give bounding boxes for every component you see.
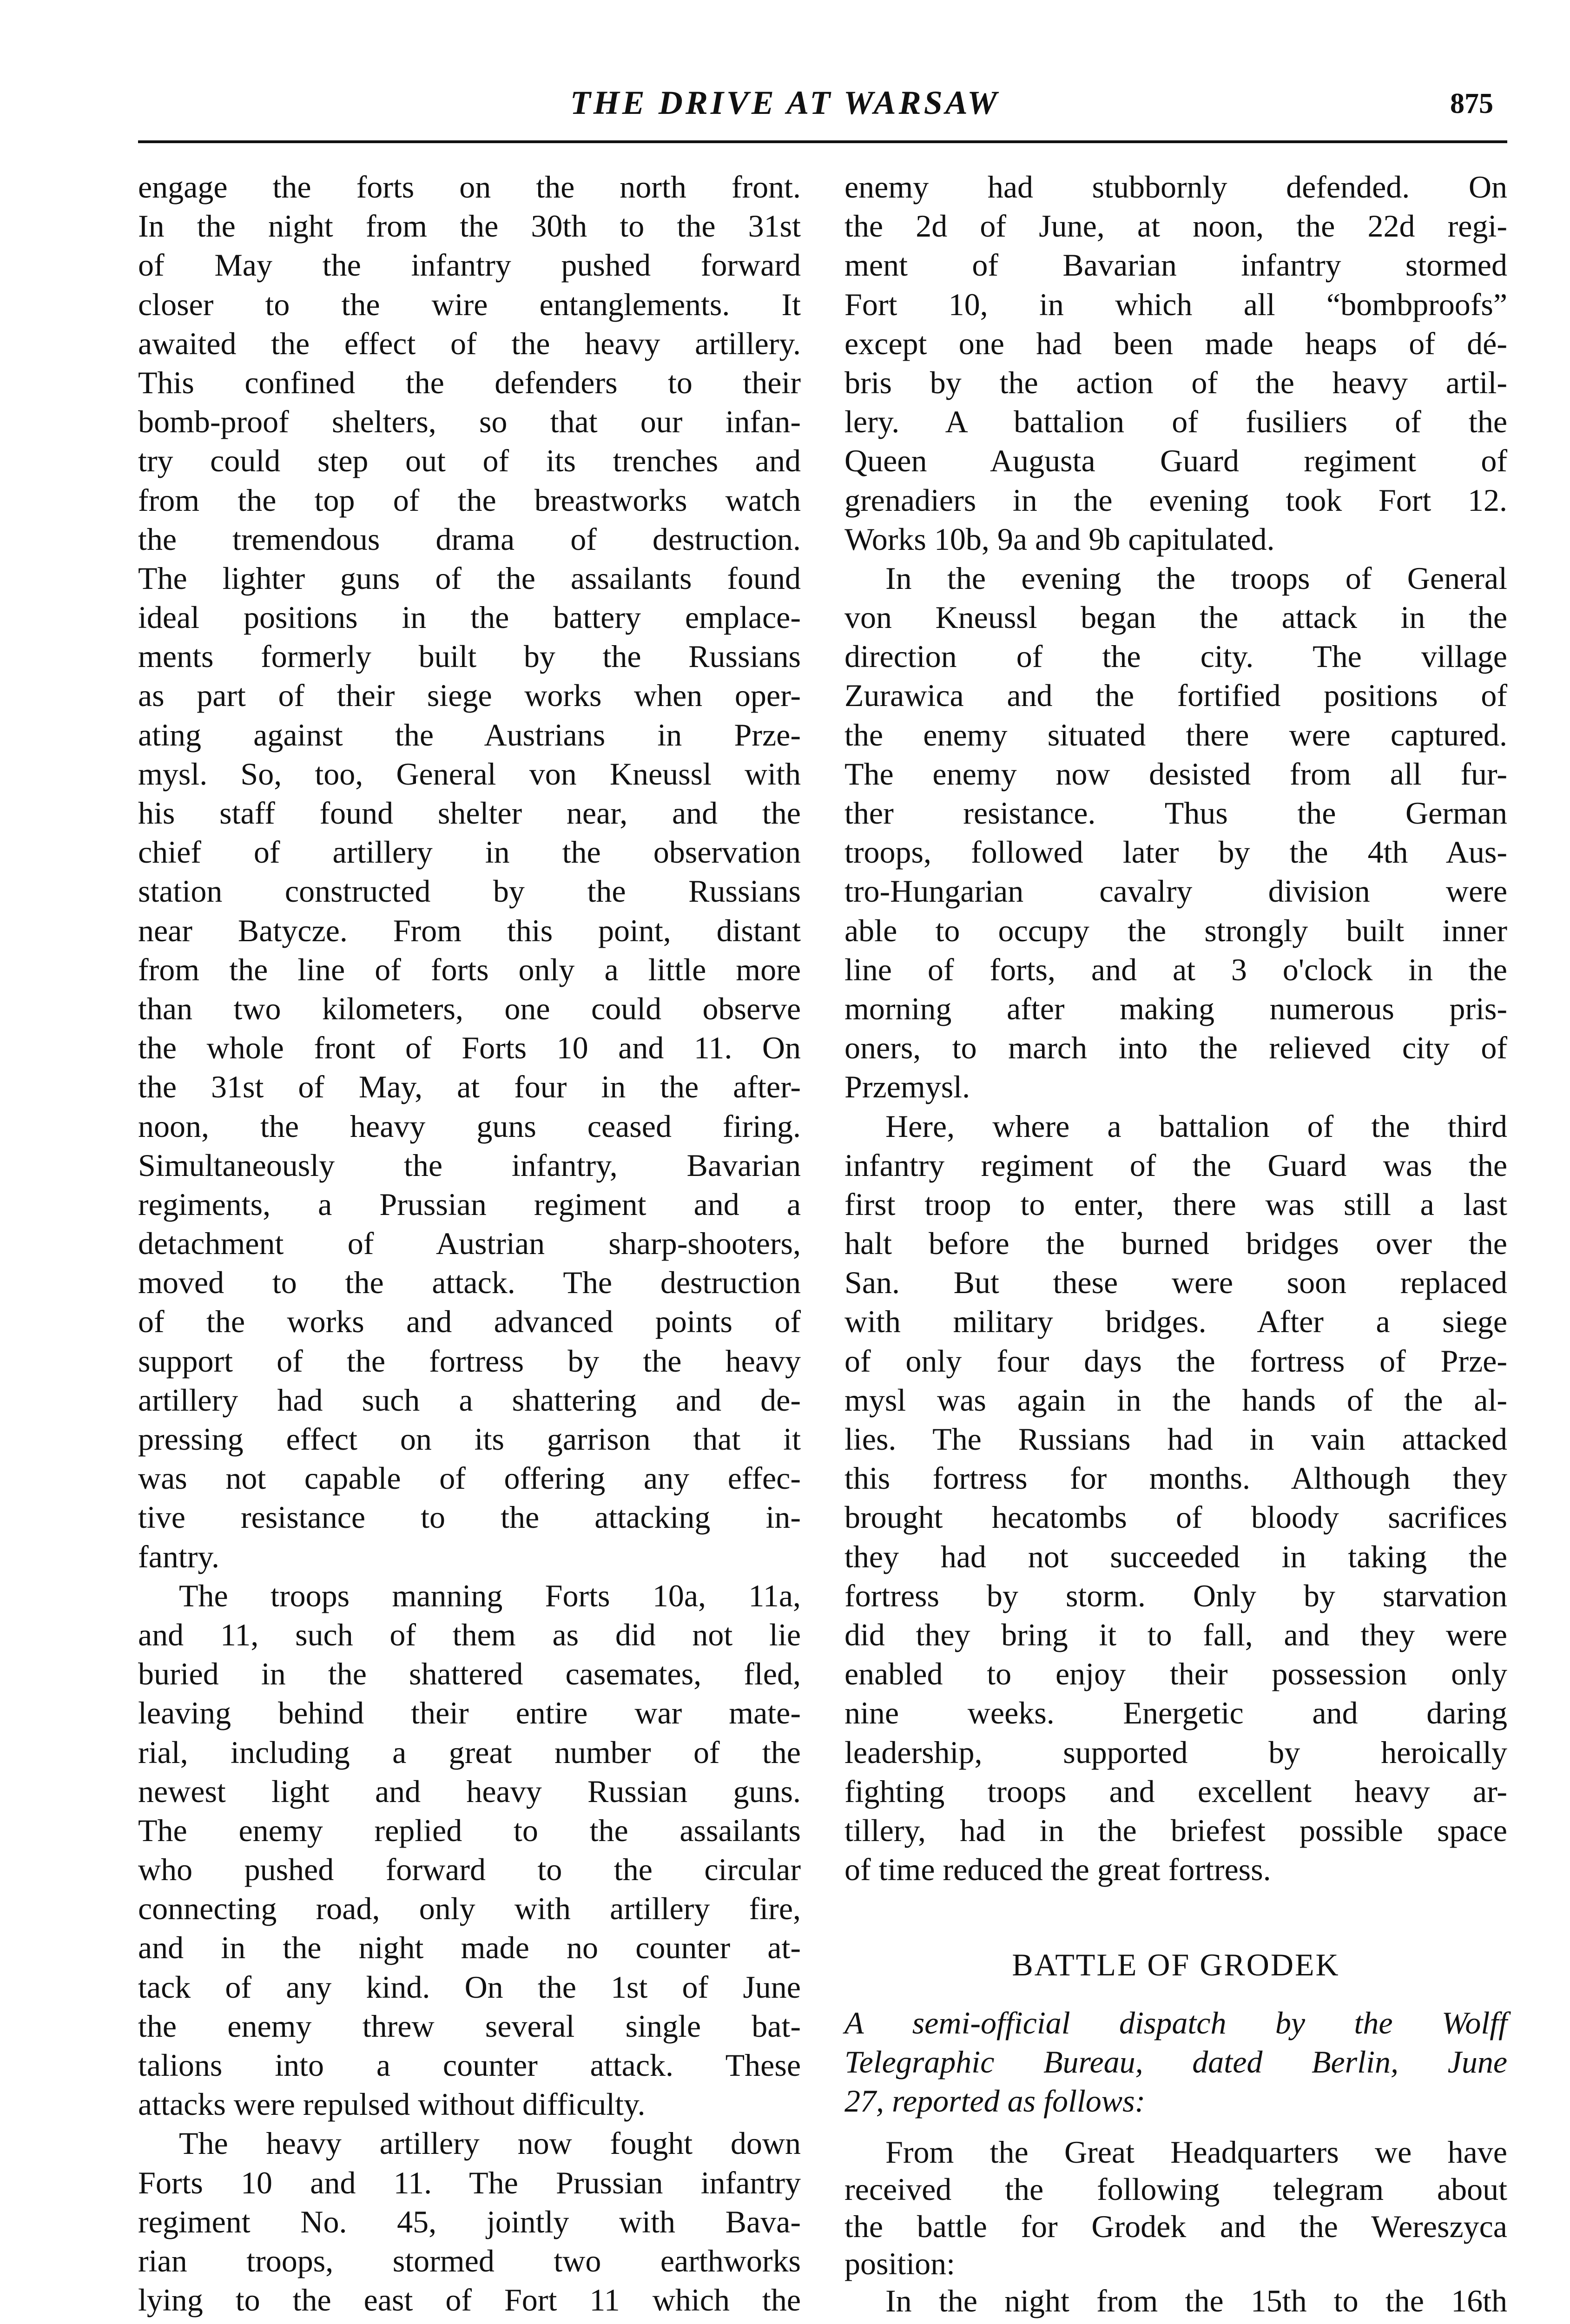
text-line: newest light and heavy Russian guns. [138, 1773, 801, 1809]
text-line: ments formerly built by the Russians [138, 639, 801, 674]
text-line: awaited the effect of the heavy artillery. [138, 325, 801, 361]
text-line: with military bridges. After a siege [844, 1304, 1507, 1340]
text-line: enabled to enjoy their possession only [844, 1656, 1507, 1692]
text-line: the enemy threw several single bat- [138, 2008, 801, 2044]
text-line: In the evening the troops of General [885, 560, 1507, 596]
text-line: mysl was again in the hands of the al- [844, 1382, 1507, 1418]
text-line: Works 10b, 9a and 9b capitulated. [844, 521, 1275, 557]
text-line: bomb-proof shelters, so that our infan- [138, 404, 801, 440]
text-line: ther resistance. Thus the German [844, 795, 1507, 831]
paragraph [844, 2282, 1507, 2319]
text-line: In the night from the 15th to the 16th [885, 2283, 1507, 2318]
text-line: ideal positions in the battery emplace- [138, 600, 801, 635]
text-line: lies. The Russians had in vain attacked [844, 1421, 1507, 1457]
text-line: tive resistance to the attacking in- [138, 1499, 801, 1535]
text-line: did they bring it to fall, and they were [844, 1617, 1507, 1652]
text-line: morning after making numerous pris- [844, 990, 1507, 1026]
text-line: rian troops, stormed two earthworks [138, 2243, 801, 2278]
text-line: von Kneussl began the attack in the [844, 600, 1507, 635]
paragraph [844, 167, 1507, 559]
text-line: Fort 10, in which all “bombproofs” [844, 286, 1507, 322]
text-line: this fortress for months. Although they [844, 1460, 1507, 1496]
text-line: brought hecatombs of bloody sacrifices [844, 1499, 1507, 1535]
text-line: ating against the Austrians in Prze- [138, 717, 801, 753]
text-line: the 2d of June, at noon, the 22d regi- [844, 208, 1507, 244]
paragraph [138, 167, 801, 1576]
text-line: San. But these were soon replaced [844, 1265, 1507, 1301]
paragraph [844, 559, 1507, 1107]
text-line: Przemysl. [844, 1069, 970, 1105]
paragraph [844, 2133, 1507, 2282]
text-line: line of forts, and at 3 o'clock in the [844, 951, 1507, 987]
text-line: fighting troops and excellent heavy ar- [844, 1773, 1507, 1809]
text-line: regiments, a Prussian regiment and a [138, 1186, 801, 1222]
text-line: The heavy artillery now fought down [179, 2126, 801, 2161]
paragraph [138, 1576, 801, 2124]
text-line: 27, reported as follows: [844, 2083, 1146, 2119]
text-line: oners, to march into the relieved city of [844, 1030, 1507, 1066]
text-line: station constructed by the Russians [138, 873, 801, 909]
text-line: nine weeks. Energetic and daring [844, 1695, 1507, 1731]
text-line: detachment of Austrian sharp-shooters, [138, 1226, 801, 1261]
text-line: of only four days the fortress of Prze- [844, 1343, 1507, 1379]
text-line: grenadiers in the evening took Fort 12. [844, 482, 1507, 518]
text-line: than two kilometers, one could observe [138, 990, 801, 1026]
text-line: In the night from the 30th to the 31st [138, 208, 801, 244]
paragraph [138, 2124, 801, 2319]
running-header-title: THE DRIVE AT WARSAW [570, 84, 1000, 121]
text-line: moved to the attack. The destruction [138, 1265, 801, 1301]
text-line: engage the forts on the north front. [138, 169, 801, 205]
text-line: who pushed forward to the circular [138, 1852, 801, 1888]
page-number: 875 [1450, 88, 1493, 119]
text-line: was not capable of offering any effec- [138, 1460, 801, 1496]
text-line: rial, including a great number of the [138, 1734, 801, 1770]
dispatch-text [844, 2133, 1507, 2319]
text-line: leaving behind their entire war mate- [138, 1695, 801, 1731]
text-line: From the Great Headquarters we have [885, 2134, 1507, 2170]
text-line: support of the fortress by the heavy [138, 1343, 801, 1379]
text-line: position: [844, 2246, 956, 2281]
text-line: This confined the defenders to their [138, 364, 801, 400]
dispatch-intro [844, 2003, 1507, 2121]
text-line: pressing effect on its garrison that it [138, 1421, 801, 1457]
paragraph [844, 1107, 1507, 1889]
text-line: direction of the city. The village [844, 639, 1507, 674]
header-rule [138, 140, 1507, 143]
text-line: noon, the heavy guns ceased firing. [138, 1108, 801, 1144]
text-line: closer to the wire entanglements. It [138, 286, 801, 322]
text-line: buried in the shattered casemates, fled, [138, 1656, 801, 1692]
text-line: bris by the action of the heavy artil- [844, 364, 1507, 400]
text-line: and 11, such of them as did not lie [138, 1617, 801, 1652]
text-line: tillery, had in the briefest possible space [844, 1812, 1507, 1848]
text-line: the 31st of May, at four in the after- [138, 1069, 801, 1105]
text-line: Simultaneously the infantry, Bavarian [138, 1147, 801, 1183]
text-line: the battle for Grodek and the Wereszyca [844, 2209, 1507, 2244]
text-line: of the works and advanced points of [138, 1304, 801, 1340]
text-line: Telegraphic Bureau, dated Berlin, June [844, 2044, 1507, 2080]
text-line: except one had been made heaps of dé- [844, 325, 1507, 361]
text-line: first troop to enter, there was still a last [844, 1186, 1507, 1222]
text-line: mysl. So, too, General von Kneussl with [138, 756, 801, 792]
text-line: The lighter guns of the assailants found [138, 560, 801, 596]
text-line: near Batycze. From this point, distant [138, 912, 801, 948]
text-line: as part of their siege works when oper- [138, 678, 801, 713]
text-line: from the line of forts only a little more [138, 951, 801, 987]
text-line: received the following telegram about [844, 2172, 1507, 2207]
text-line: try could step out of its trenches and [138, 443, 801, 479]
text-line: they had not succeeded in taking the [844, 1538, 1507, 1574]
text-line: Zurawica and the fortified positions of [844, 678, 1507, 713]
text-line: The enemy now desisted from all fur- [844, 756, 1507, 792]
text-line: Forts 10 and 11. The Prussian infantry [138, 2165, 801, 2200]
text-line: artillery had such a shattering and de- [138, 1382, 801, 1418]
text-line: troops, followed later by the 4th Aus- [844, 834, 1507, 870]
text-line: attacks were repulsed without difficulty. [138, 2086, 646, 2122]
text-line: The troops manning Forts 10a, 11a, [179, 1578, 801, 1613]
text-line: leadership, supported by heroically [844, 1734, 1507, 1770]
text-line: lery. A battalion of fusiliers of the [844, 404, 1507, 440]
text-line: lying to the east of Fort 11 which the [138, 2282, 801, 2318]
text-line: A semi-official dispatch by the Wolff [844, 2005, 1507, 2040]
left-column [138, 167, 801, 2319]
text-line: the whole front of Forts 10 and 11. On [138, 1030, 801, 1066]
text-line: enemy had stubbornly defended. On [844, 169, 1507, 205]
text-line: infantry regiment of the Guard was the [844, 1147, 1507, 1183]
text-line: the enemy situated there were captured. [844, 717, 1507, 753]
text-line: connecting road, only with artillery fire, [138, 1891, 801, 1927]
text-line: Queen Augusta Guard regiment of [844, 443, 1507, 479]
text-line: of time reduced the great fortress. [844, 1852, 1271, 1888]
section-heading: BATTLE OF GRODEK [1012, 1947, 1340, 1982]
text-line: of May the infantry pushed forward [138, 247, 801, 283]
text-line: The enemy replied to the assailants [138, 1812, 801, 1848]
text-line: regiment No. 45, jointly with Bava- [138, 2204, 801, 2239]
text-line: fantry. [138, 1538, 219, 1574]
text-line: chief of artillery in the observation [138, 834, 801, 870]
text-line: tack of any kind. On the 1st of June [138, 1969, 801, 2005]
text-line: talions into a counter attack. These [138, 2047, 801, 2083]
text-line: Here, where a battalion of the third [885, 1108, 1507, 1144]
text-line: able to occupy the strongly built inner [844, 912, 1507, 948]
right-column-top [844, 167, 1507, 1889]
text-line: halt before the burned bridges over the [844, 1226, 1507, 1261]
text-line: his staff found shelter near, and the [138, 795, 801, 831]
text-line: and in the night made no counter at- [138, 1930, 801, 1966]
text-line: the tremendous drama of destruction. [138, 521, 801, 557]
text-line: from the top of the breastworks watch [138, 482, 801, 518]
text-line: ment of Bavarian infantry stormed [844, 247, 1507, 283]
text-line: tro-Hungarian cavalry division were [844, 873, 1507, 909]
text-line: fortress by storm. Only by starvation [844, 1578, 1507, 1613]
